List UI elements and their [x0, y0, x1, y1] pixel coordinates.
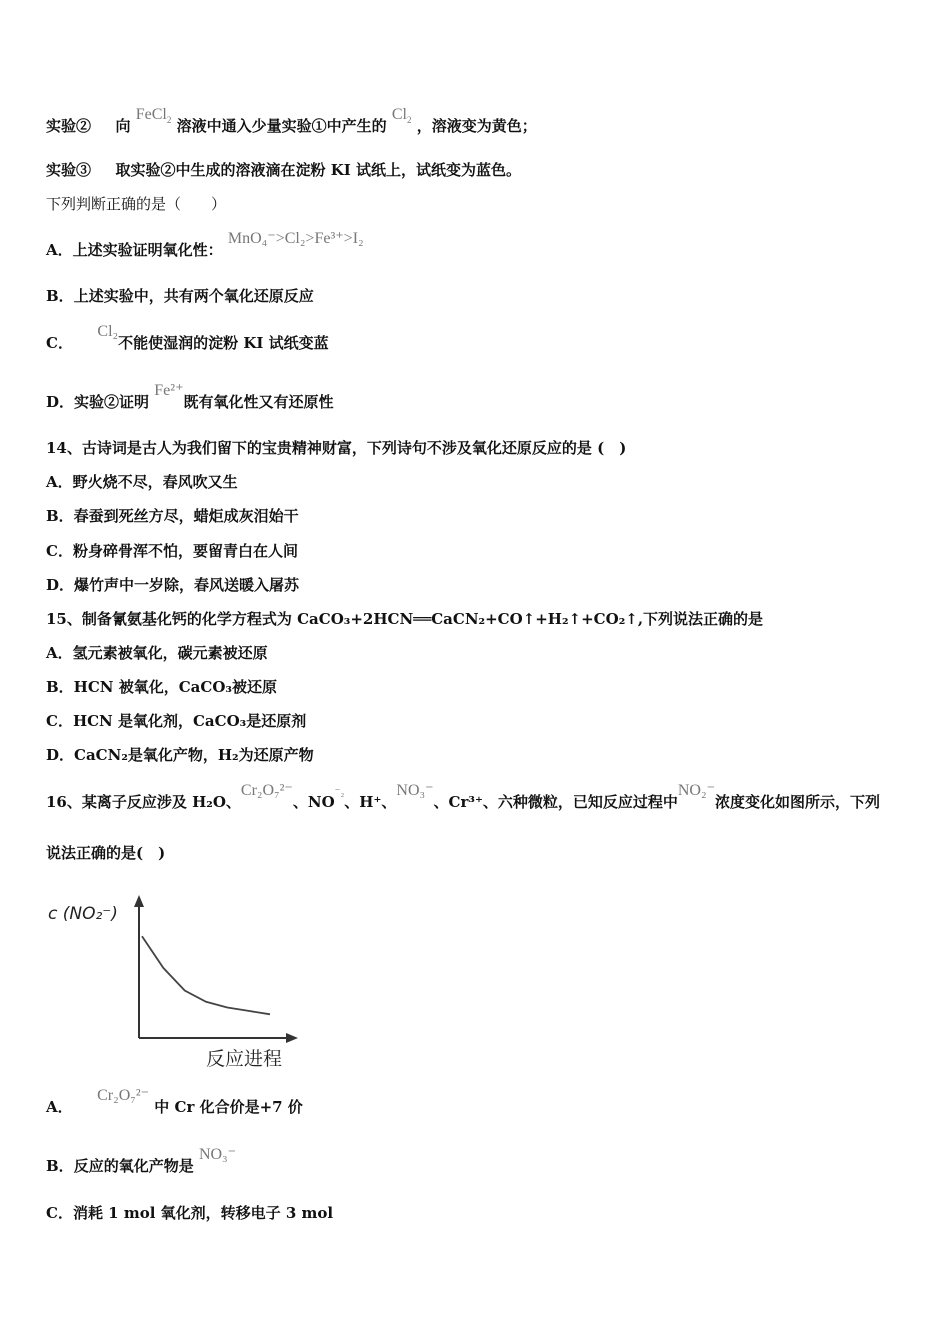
- q13-option-a: A．上述实验证明氧化性： MnO₄⁻>Cl₂>Fe³⁺>I₂: [46, 230, 364, 259]
- experiment-2-line: [46, 106, 537, 142]
- q15-option-c: C．HCN 是氧化剂，CaCO₃是还原剂: [46, 712, 307, 730]
- experiment-2-post: ，溶液变为黄色；: [416, 117, 537, 135]
- cr2o7-formula: Cr₂O₇²⁻: [240, 782, 293, 799]
- q15-stem: 15、制备氰氨基化钙的化学方程式为 CaCO₃+2HCN══CaCN₂+CO↑+H₂↑+CO₂↑,下列说法正确的是: [46, 610, 764, 628]
- experiment-2-mid: 溶液中通入少量实验①中产生的: [176, 117, 387, 135]
- chart-x-label: 反应进程: [206, 1048, 283, 1070]
- q14-option-c: C．粉身碎骨浑不怕，要留青白在人间: [46, 542, 298, 560]
- q13-option-c: C． Cl₂不能使湿润的淀粉 KI 试纸变蓝: [46, 323, 329, 352]
- q13-option-d: D．实验②证明 Fe²⁺既有氧化性又有还原性: [46, 382, 334, 411]
- no2-charge: ⁻₂: [334, 786, 345, 798]
- no2-formula: NO₂⁻: [677, 782, 716, 799]
- experiment-3-text: 取实验②中生成的溶液滴在淀粉 KI 试纸上，试纸变为蓝色。: [115, 161, 521, 179]
- oxidizing-order-formula: MnO₄⁻>Cl₂>Fe³⁺>I₂: [227, 230, 364, 247]
- q15-option-a: A．氢元素被氧化，碳元素被还原: [46, 644, 268, 662]
- no2-concentration-chart: [46, 893, 316, 1073]
- q16-option-a: A． Cr₂O₇²⁻ 中 Cr 化合价是+7 价: [46, 1087, 303, 1116]
- q13-option-b: B．上述实验中，共有两个氧化还原反应: [46, 287, 314, 305]
- cl2-formula: $Cl_2$: [391, 106, 412, 126]
- no3-formula-b: NO₃⁻: [198, 1146, 237, 1163]
- q15-option-d: D．CaCN₂是氧化产物，H₂为还原产物: [46, 746, 314, 764]
- cr2o7-formula-a: Cr₂O₇²⁻: [97, 1087, 150, 1104]
- cl2-formula-c: Cl₂: [97, 323, 119, 340]
- q16-stem-line2: 说法正确的是( ): [46, 844, 166, 862]
- chart-x-arrow: [286, 1033, 298, 1043]
- chart-y-arrow: [134, 895, 144, 907]
- chart-y-label: c (NO₂⁻): [48, 904, 118, 924]
- q13-prompt: 下列判断正确的是（ ）: [46, 195, 227, 213]
- q16-option-c: C．消耗 1 mol 氧化剂，转移电子 3 mol: [46, 1204, 334, 1222]
- q15-option-b: B．HCN 被氧化，CaCO₃被还原: [46, 678, 277, 696]
- experiment-3-label: 实验③: [46, 161, 92, 179]
- chart-series-line: [142, 936, 270, 1014]
- q16-stem: 16、某离子反应涉及 H₂O、Cr₂O₇²⁻、$NO^{^-_2}$、H⁺、NO₃⁻、Cr³⁺、六种微粒，已知反应过程中NO₂⁻浓度变化如图所示，下列: [46, 782, 881, 811]
- no3-formula: NO₃⁻: [396, 782, 434, 799]
- q14-option-a: A．野火烧不尽，春风吹又生: [46, 473, 238, 491]
- experiment-3-line: [46, 160, 521, 180]
- experiment-2-pre: 向: [115, 117, 131, 135]
- q14-stem: 14、古诗词是古人为我们留下的宝贵精神财富，下列诗句不涉及氧化还原反应的是 ( ): [46, 439, 627, 457]
- q14-option-d: D．爆竹声中一岁除，春风送暖入屠苏: [46, 576, 300, 594]
- q14-option-b: B．春蚕到死丝方尽，蜡炬成灰泪始干: [46, 507, 299, 525]
- fecl2-formula: FeCl$_2$: [135, 106, 172, 126]
- q16-option-b: B．反应的氧化产物是 NO₃⁻: [46, 1146, 237, 1175]
- fe2-formula: Fe²⁺: [154, 382, 184, 399]
- experiment-2-label: 实验②: [46, 117, 92, 135]
